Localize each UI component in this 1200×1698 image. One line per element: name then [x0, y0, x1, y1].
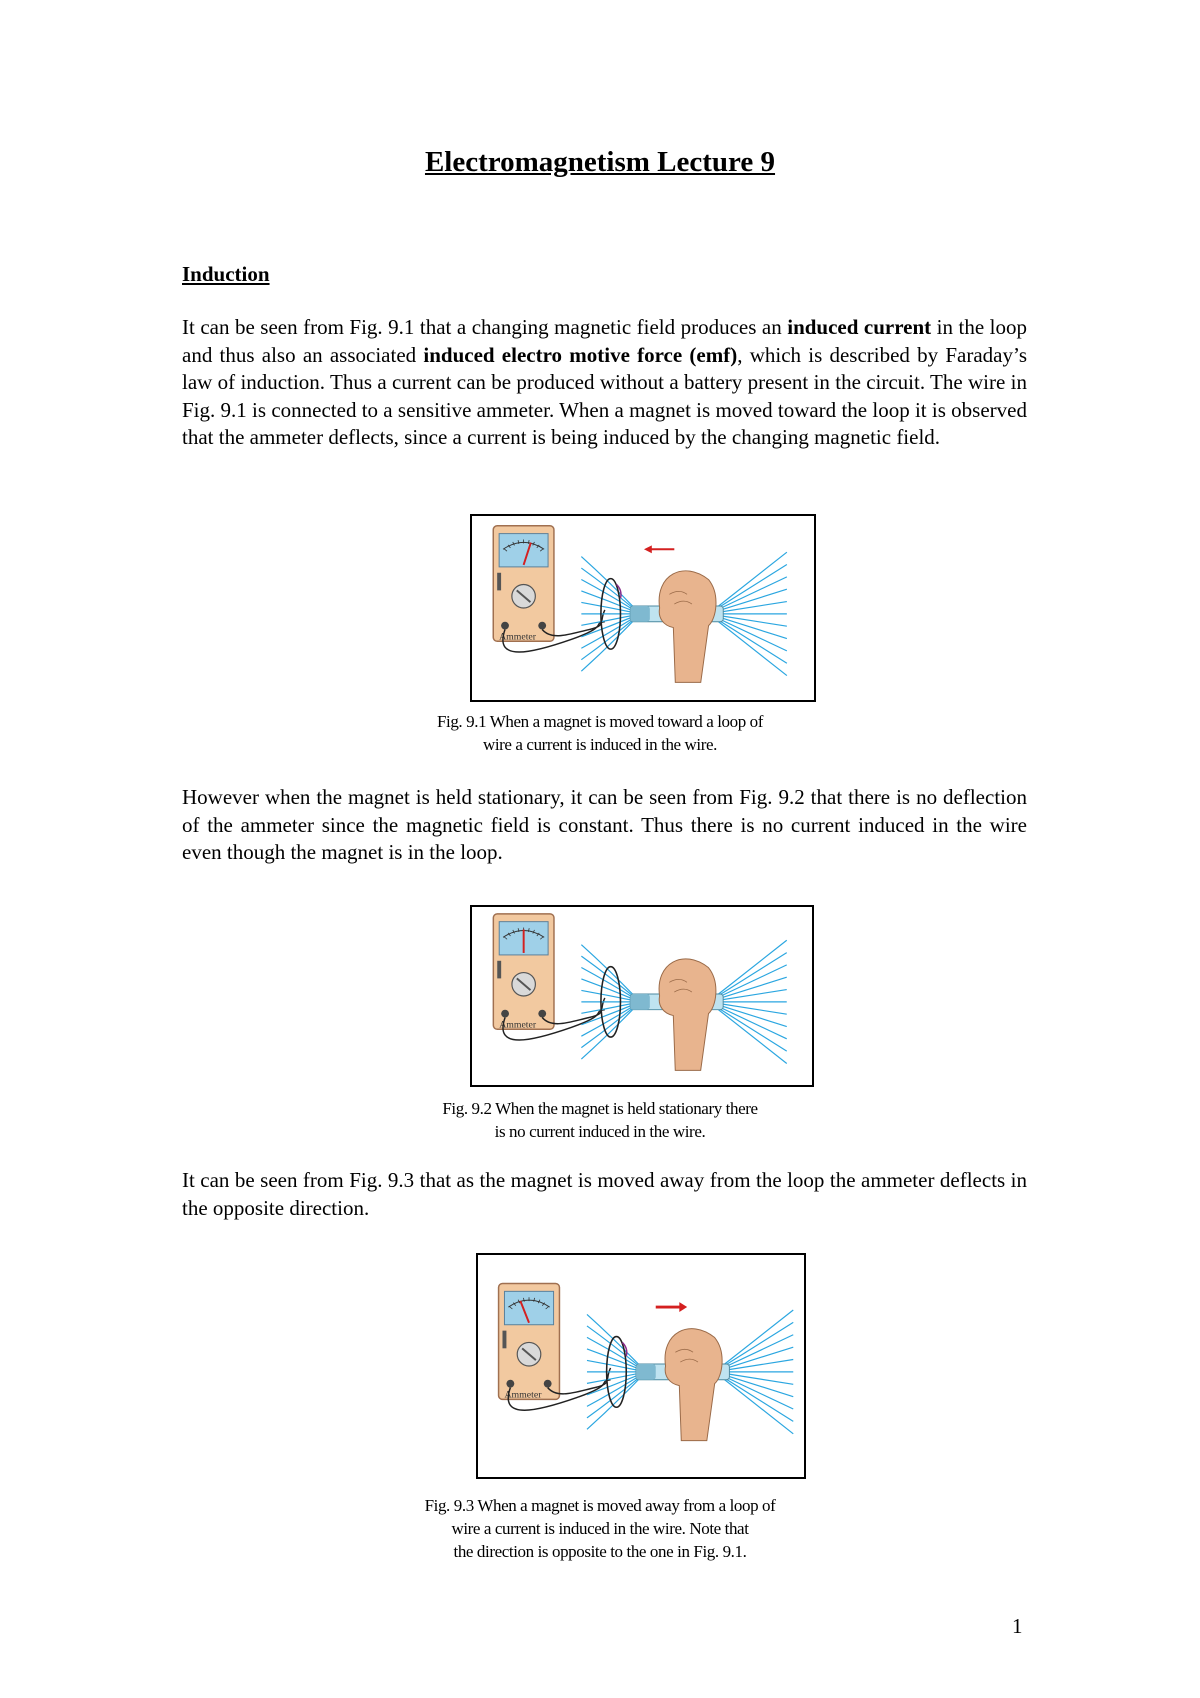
arrow-right-icon [679, 1302, 687, 1312]
ammeter-terminal [506, 1380, 514, 1388]
figure-9-1-illustration [472, 516, 814, 700]
ammeter-terminal [544, 1380, 552, 1388]
illustration-group [499, 1283, 794, 1440]
paragraph-1-text-a: It can be seen from Fig. 9.1 that a changing magnetic field produces an [182, 315, 788, 339]
figure-9-1 [470, 514, 816, 702]
document-title: Electromagnetism Lecture 9 [424, 146, 776, 178]
figure-9-2-caption [0, 1097, 1200, 1143]
ammeter-switch [497, 573, 501, 591]
ammeter-label: Ammeter [499, 1019, 537, 1031]
field-line [587, 1314, 646, 1371]
magnet-pole [636, 1364, 656, 1380]
paragraph-2: However when the magnet is held stationary, it can be seen from Fig. 9.2 that there is no deflection of the ammeter since the magnetic field is constant. Thus there is no current induced in the wire even though the magnet is in the loop. [182, 785, 1027, 865]
caption-line: wire a current is induced in the wire. [482, 735, 718, 754]
ammeter-terminal [501, 622, 509, 630]
ammeter-switch [502, 1331, 506, 1349]
figure-9-3-caption [0, 1494, 1200, 1563]
illustration-group [493, 914, 786, 1070]
term-induced-emf: induced electro motive force (emf) [423, 342, 738, 367]
figure-9-3-illustration [478, 1255, 804, 1477]
caption-line: is no current induced in the wire. [494, 1122, 706, 1141]
magnet-pole [630, 994, 650, 1010]
ammeter-terminal [501, 1010, 509, 1018]
page-number: 1 [1012, 1614, 1023, 1638]
caption-line: Fig. 9.1 When a magnet is moved toward a loop of [436, 712, 764, 731]
figure-9-3 [476, 1253, 806, 1479]
figure-9-1-caption [0, 710, 1200, 756]
field-line [581, 945, 640, 1002]
illustration-group [493, 526, 787, 683]
term-induced-current: induced current [787, 315, 932, 339]
paragraph-3: It can be seen from Fig. 9.3 that as the magnet is moved away from the loop the ammeter deflects in the opposite direction. [182, 1168, 1027, 1220]
caption-line: the direction is opposite to the one in Fig. 9.1. [453, 1542, 747, 1561]
paragraph-1-text-c: , which is described by Faraday’s law of induction. Thus a current can be produced without a battery present in the circuit. The wire in Fig. 9.1 is connected to a sensitive ammeter. When a magnet is moved toward the loop it is observed that the ammeter deflects, since a current is being induced by the changing magnetic field. [182, 342, 1028, 450]
hand-icon [665, 1329, 722, 1441]
section-heading: Induction [182, 262, 270, 286]
field-line [581, 1002, 640, 1059]
hand-icon [659, 959, 716, 1070]
caption-line: wire a current is induced in the wire. Note that [451, 1519, 749, 1538]
field-line [581, 614, 640, 671]
caption-line: Fig. 9.3 When a magnet is moved away from a loop of [424, 1496, 776, 1515]
arrow-left-icon [644, 545, 652, 553]
field-line [581, 557, 640, 614]
figure-9-2-illustration [472, 907, 812, 1085]
ammeter-dial [504, 1291, 553, 1324]
ammeter-terminal [538, 1010, 546, 1018]
caption-line: Fig. 9.2 When the magnet is held stationary there [442, 1099, 758, 1118]
ammeter-terminal [538, 622, 546, 630]
paragraph-1-text-b: in the loop and thus also an associated [182, 315, 1027, 367]
magnet-pole [630, 606, 650, 622]
field-line [587, 1372, 646, 1429]
hand-icon [659, 571, 716, 683]
ammeter-label: Ammeter [504, 1389, 542, 1401]
paragraph-1 [182, 314, 1027, 452]
ammeter-label: Ammeter [499, 631, 537, 643]
figure-9-2 [470, 905, 814, 1087]
ammeter-switch [497, 961, 501, 979]
